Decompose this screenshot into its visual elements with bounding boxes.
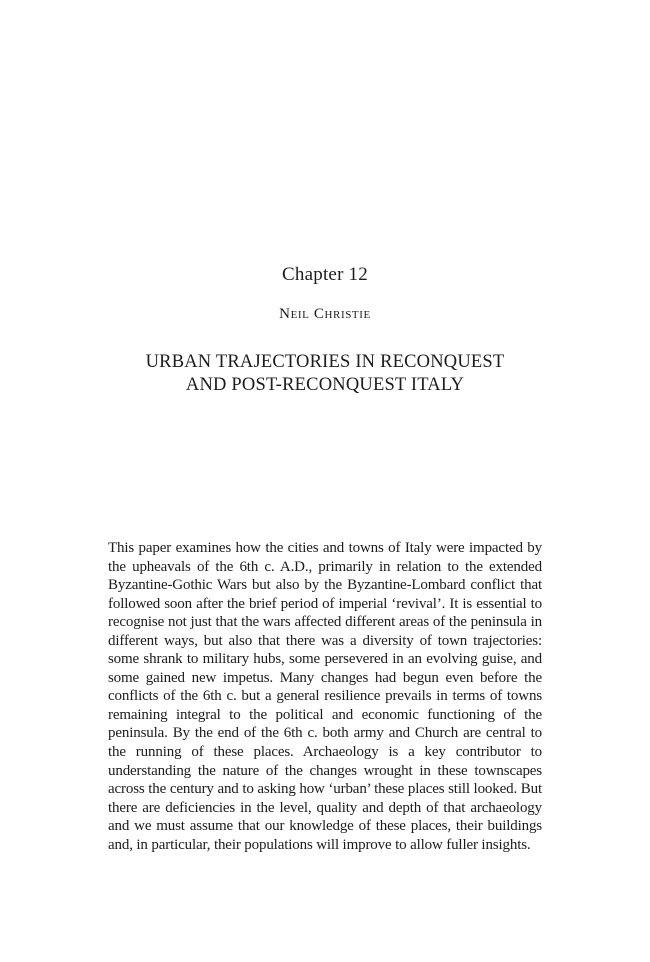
chapter-label: Chapter 12 [282,264,368,285]
chapter-title [0,351,650,397]
abstract-paragraph: This paper examines how the cities and towns of Italy were impacted by the upheavals of the 6th c. A.D., primarily in relation to the extended Byzantine-Gothic Wars but also by the Byzantine-Lombard conflict that followed soon after the brief period of imperial ‘revival’. It is essential to recognise not just that the wars affected different areas of the peninsula in different ways, but also that there was a diversity of town trajectories: some shrank to military hubs, some persevered in an evolving guise, and some gained new impetus. Many changes had begun even before the conflicts of the 6th c. but a general resilience prevails in terms of towns remaining integral to the political and economic functioning of the peninsula. By the end of the 6th c. both army and Church are central to the running of these places. Archaeology is a key contributor to understanding the nature of the changes wrought in these townscapes across the century and to asking how ‘urban’ these places still looked. But there are deficiencies in the level, quality and depth of that archaeology and we must assume that our knowledge of these places, their buildings and, in particular, their populations will improve to allow fuller insights. [108,540,542,853]
chapter-title-line-2: AND POST-RECONQUEST ITALY [185,375,465,395]
chapter-title-line-1: URBAN TRAJECTORIES IN RECONQUEST [145,352,505,372]
author-name: Neil Christie [279,306,371,322]
